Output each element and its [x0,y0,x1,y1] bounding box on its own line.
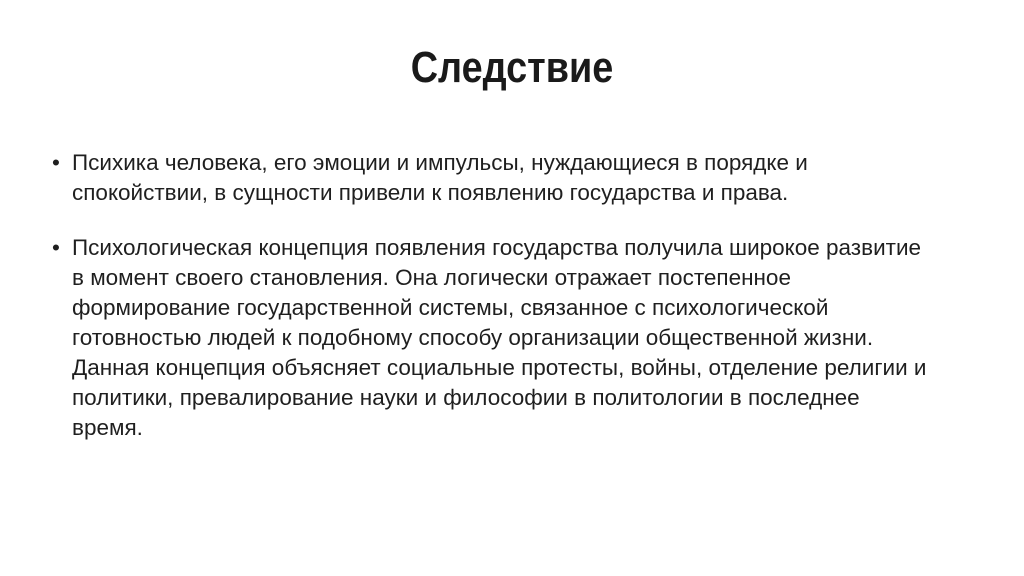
bullet-list [52,148,932,443]
bullet-text-1: Психика человека, его эмоции и импульсы, нуждающиеся в порядке и спокойствии, в сущности привели к появлению государства и права. [72,150,808,205]
bullet-dot-icon: • [52,150,60,175]
bullet-item-2 [52,233,932,443]
slide-title: Следствие [410,43,614,92]
bullet-text-2: Психологическая концепция появления государства получила широкое развитие в момент своего становления. Она логически отражает постепенное формирование государственной системы, связанное с психологической готовностью людей к подобному способу организации общественной жизни. Данная концепция объясняет социальные протесты, войны, отделение религии и политики, превалирование науки и философии в политологии в последнее время. [72,235,927,440]
bullet-dot-icon: • [52,235,60,260]
bullet-item-1 [52,148,932,208]
